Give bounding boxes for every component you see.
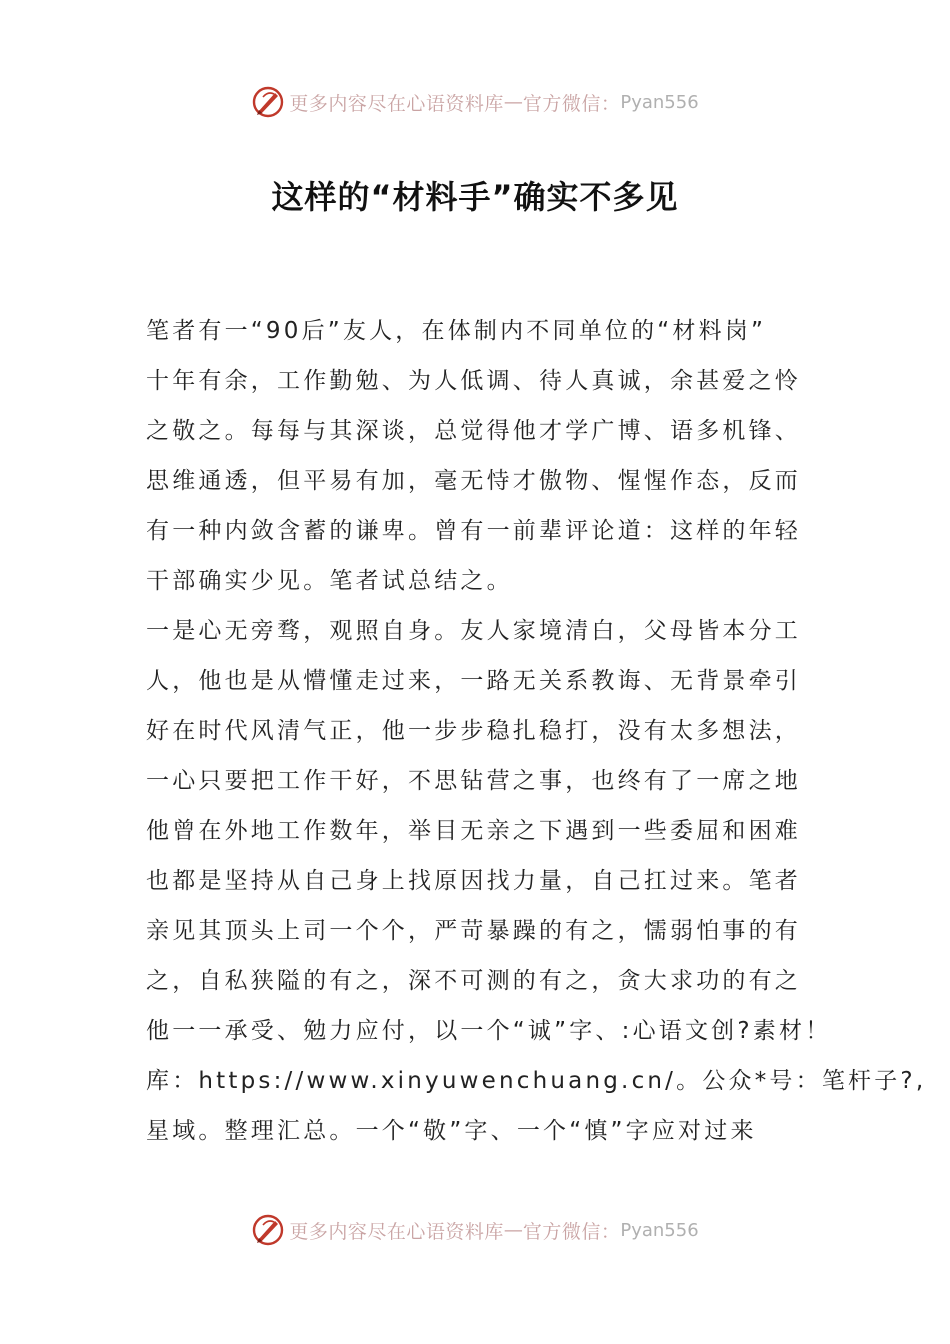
- body-line-7: 一是心无旁骛，观照自身。友人家境清白，父母皆本分工: [146, 618, 801, 644]
- banner-wechat-label: 官方微信：: [522, 92, 621, 115]
- body-line-14: 之，自私狭隘的有之，深不可测的有之，贪大求功的有之: [146, 968, 801, 994]
- body-line-5: 有一种内敛含蓄的谦卑。曾有一前辈评论道：这样的年轻: [146, 518, 801, 544]
- body-line-13: 亲见其顶头上司一个个，严苛暴躁的有之，懦弱怕事的有: [146, 918, 801, 944]
- body-line-4: 思维通透，但平易有加，毫无恃才傲物、惺惺作态，反而: [146, 468, 801, 494]
- body-line-9: 好在时代风清气正，他一步步稳扎稳打，没有太多想法，: [146, 718, 801, 744]
- body-line-1: 笔者有一“90后”友人，在体制内不同单位的“材料岗”: [146, 318, 767, 344]
- body-line-8: 人，他也是从懵懂走过来，一路无关系教诲、无背景牵引: [146, 668, 801, 694]
- banner-separator: —: [503, 1219, 523, 1241]
- body-line-12: 也都是坚持从自己身上找原因找力量，自己扛过来。笔者: [146, 868, 801, 894]
- header-banner: [0, 82, 950, 122]
- body-line-6: 干部确实少见。笔者试总结之。: [146, 568, 513, 594]
- banner-wechat-label: 官方微信：: [522, 1220, 621, 1243]
- document-title: 这样的“材料手”确实不多见: [271, 178, 679, 216]
- body-line-3: 之敬之。每每与其深谈，总觉得他才学广博、语多机锋、: [146, 418, 801, 444]
- banner-wechat-id: Pyan556: [620, 91, 699, 113]
- pen-logo-icon: [251, 85, 285, 119]
- body-line-15: 他一一承受、勉力应付，以一个“诚”字、:心语文创?素材！: [146, 1018, 832, 1044]
- document-body: [146, 306, 927, 1156]
- body-line-11: 他曾在外地工作数年，举目无亲之下遇到一些委屈和困难: [146, 818, 801, 844]
- banner-separator: —: [503, 91, 523, 113]
- body-line-2: 十年有余，工作勤勉、为人低调、待人真诚，余甚爱之怜: [146, 368, 801, 394]
- banner-wechat-id: Pyan556: [620, 1219, 699, 1241]
- body-line-17: 星域。整理汇总。一个“敬”字、一个“慎”字应对过来: [146, 1118, 757, 1144]
- footer-banner: [0, 1210, 950, 1250]
- body-line-10: 一心只要把工作干好，不思钻营之事，也终有了一席之地: [146, 768, 801, 794]
- banner-site-text: 更多内容尽在心语资料库: [289, 92, 504, 115]
- pen-logo-icon: [251, 1213, 285, 1247]
- banner-site-text: 更多内容尽在心语资料库: [289, 1220, 504, 1243]
- body-line-16: 库：https://www.xinyuwenchuang.cn/。公众*号：笔杆子?,: [146, 1068, 927, 1094]
